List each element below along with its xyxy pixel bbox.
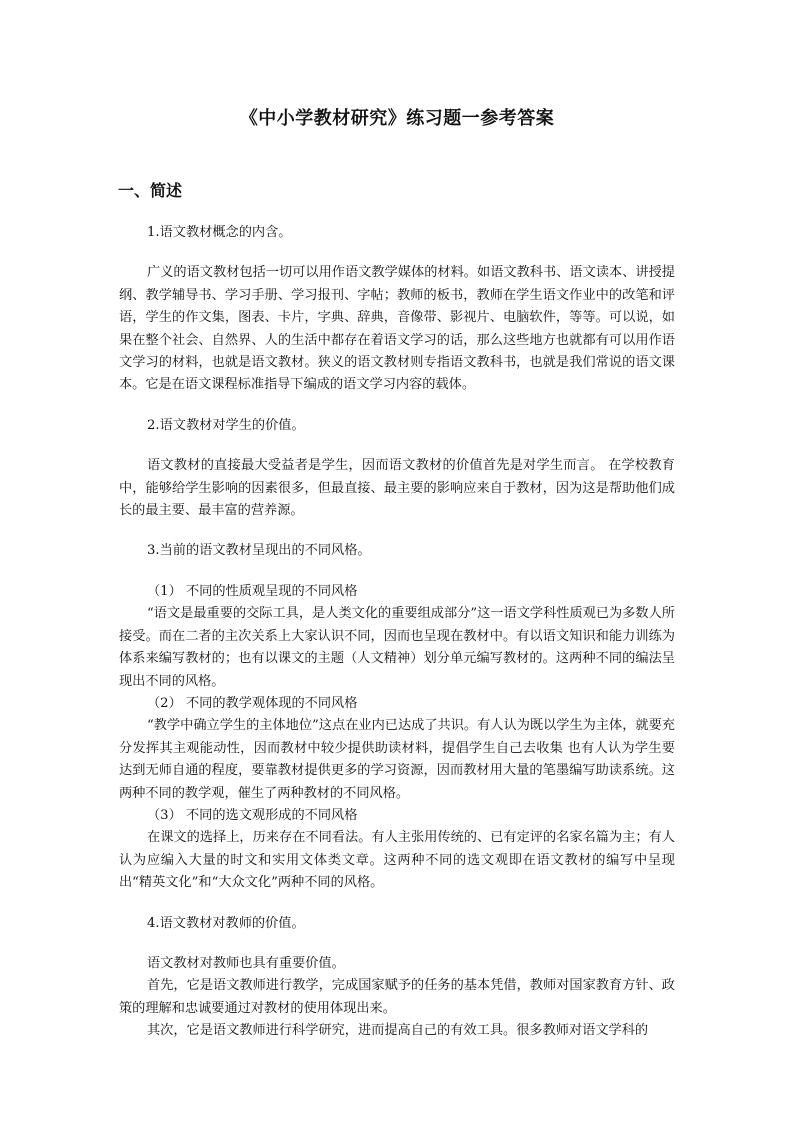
- answer-paragraph: 广义的语文教材包括一切可以用作语文教学媒体的材料。如语文教科书、语文读本、讲授提纲、教学辅导书、学习手册、学习报刊、字帖；教师的板书，教师在学生语文作业中的改笔和评语，学生的作文集，图表、卡片，字典、辞典，音像带、影视片、电脑软件，等等。可以说，如果在整个社会、自然界、人的生活中都存在着语文学习的话，那么这些地方也就都有可以用作语文学习的材料，也就是语文教材。狭义的语文教材则专指语文教科书，也就是我们常说的语文课本。它是在语文课程标准指导下编成的语文学习内容的载体。: [119, 265, 675, 393]
- subheading: （3） 不同的选文观形成的不同风格: [147, 807, 358, 823]
- document-body: [119, 222, 675, 1043]
- answer-paragraph: “教学中确立学生的主体地位”这点在业内已达成了共识。有人认为既以学生为主体，就要充分发挥其主观能动性，因而教材中较少提供助读材料，提倡学生自己去收集 也有人认为学生要达到无师自通的程度，要靠教材提供更多的学习资源，因而教材用大量的笔墨编写助读系统。这两种不同的教学观，催生了两种教材的不同风格。: [119, 718, 675, 801]
- question-heading: 3.当前的语文教材呈现出的不同风格。: [147, 543, 371, 559]
- subheading: （1） 不同的性质观呈现的不同风格: [147, 583, 358, 599]
- answer-paragraph: 其次，它是语文教师进行科学研究，进而提高自己的有效工具。很多教师对语文学科的: [147, 1023, 649, 1039]
- answer-paragraph: 首先，它是语文教师进行教学，完成国家赋予的任务的基本凭借，教师对国家教育方针、政策的理解和忠诚要通过对教材的使用体现出来。: [119, 978, 675, 1016]
- answer-paragraph: 在课文的选择上，历来存在不同看法。有人主张用传统的、已有定评的名家名篇为主；有人认为应编入大量的时文和实用文体类文章。这两种不同的选文观即在语文教材的编写中呈现出“精英文化”和“大众文化”两种不同的风格。: [119, 830, 675, 891]
- question-heading: 4.语文教材对教师的价值。: [147, 915, 305, 931]
- subheading: （2） 不同的教学观体现的不同风格: [147, 695, 358, 711]
- question-heading: 1.语文教材概念的内含。: [147, 225, 292, 240]
- answer-paragraph: 语文教材的直接最大受益者是学生，因而语文教材的价值首先是对学生而言。 在学校教育中，能够给学生影响的因素很多，但最直接、最主要的影响应来自于教材，因为这是帮助他们成长的最主要、最丰富的营养源。: [119, 458, 675, 519]
- answer-paragraph: “语文是最重要的交际工具，是人类文化的重要组成部分”这一语文学科性质观已为多数人所接受。而在二者的主次关系上大家认识不同，因而也呈现在教材中。有以语文知识和能力训练为体系来编写教材的；也有以课文的主题（人文精神）划分单元编写教材的。这两种不同的编法呈现出不同的风格。: [119, 606, 675, 689]
- section-heading: 一、简述: [118, 181, 183, 200]
- answer-paragraph: 语文教材对教师也具有重要价值。: [147, 955, 345, 971]
- question-heading: 2.语文教材对学生的价值。: [147, 417, 305, 433]
- document-title: 《中小学教材研究》练习题一参考答案: [239, 108, 555, 129]
